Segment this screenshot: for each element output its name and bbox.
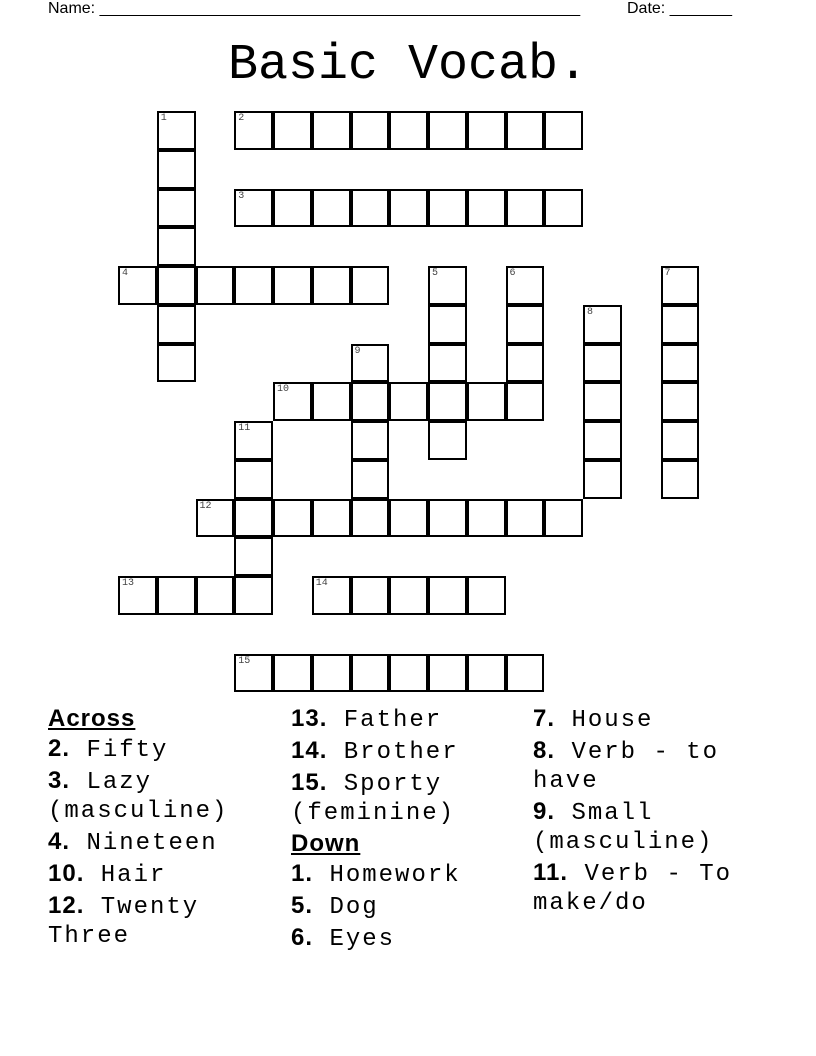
grid-cell[interactable] <box>351 266 390 305</box>
grid-cell[interactable] <box>234 421 273 460</box>
clue-number: 3 <box>238 190 245 202</box>
grid-cell[interactable] <box>157 305 196 344</box>
clue-across-15: 15. Sporty (feminine) <box>291 769 456 827</box>
clue-number: 14 <box>315 578 328 589</box>
clue-down-8: 8. Verb - to have <box>533 737 720 795</box>
grid-cell[interactable] <box>234 537 273 576</box>
grid-cell[interactable] <box>389 189 428 228</box>
grid-cell[interactable] <box>428 344 467 383</box>
clue-down-9: 9. Small (masculine) <box>533 798 714 856</box>
grid-cell[interactable] <box>506 266 545 305</box>
grid-cell[interactable] <box>544 111 583 150</box>
grid-cell[interactable] <box>506 499 545 538</box>
grid-cell[interactable] <box>583 421 622 460</box>
grid-cell[interactable] <box>312 576 351 615</box>
grid-cell[interactable] <box>234 266 273 305</box>
grid-cell[interactable] <box>196 576 235 615</box>
grid-cell[interactable] <box>273 189 312 228</box>
grid-cell[interactable] <box>273 499 312 538</box>
grid-cell[interactable] <box>351 576 390 615</box>
grid-cell[interactable] <box>389 654 428 693</box>
clue-number: 9 <box>354 345 361 357</box>
clue-across-13: 13. Father <box>291 705 443 734</box>
grid-cell[interactable] <box>389 576 428 615</box>
across-heading: Across <box>48 705 136 732</box>
grid-cell[interactable] <box>312 266 351 305</box>
grid-cell[interactable] <box>506 382 545 421</box>
clue-number: 1 <box>160 113 167 124</box>
grid-cell[interactable] <box>428 499 467 538</box>
grid-cell[interactable] <box>351 654 390 693</box>
grid-cell[interactable] <box>544 499 583 538</box>
grid-cell[interactable] <box>506 111 545 150</box>
grid-cell[interactable] <box>583 460 622 499</box>
grid-cell[interactable] <box>661 382 700 421</box>
clue-number: 6 <box>509 268 516 279</box>
grid-cell[interactable] <box>467 189 506 228</box>
grid-cell[interactable] <box>583 382 622 421</box>
grid-cell[interactable] <box>351 111 390 150</box>
clue-column-2 <box>291 704 531 955</box>
clue-number: 12 <box>199 500 212 512</box>
clue-number: 15 <box>238 655 251 667</box>
grid-cell[interactable] <box>661 460 700 499</box>
grid-cell[interactable] <box>351 344 390 383</box>
grid-cell[interactable] <box>157 227 196 266</box>
grid-cell[interactable] <box>428 111 467 150</box>
clue-number: 2 <box>238 113 245 124</box>
grid-cell[interactable] <box>544 189 583 228</box>
clue-number: 8 <box>587 306 594 318</box>
grid-cell[interactable] <box>273 382 312 421</box>
grid-cell[interactable] <box>428 266 467 305</box>
grid-cell[interactable] <box>428 382 467 421</box>
clue-across-3: 3. Lazy (masculine) <box>48 767 229 825</box>
grid-cell[interactable] <box>351 499 390 538</box>
clue-across-14: 14. Brother <box>291 737 459 766</box>
clue-number: 7 <box>664 268 671 279</box>
grid-cell[interactable] <box>351 460 390 499</box>
grid-cell[interactable] <box>389 499 428 538</box>
grid-cell[interactable] <box>234 576 273 615</box>
grid-cell[interactable] <box>234 111 273 150</box>
clue-down-6: 6. Eyes <box>291 924 396 953</box>
page-title: Basic Vocab. <box>227 37 589 94</box>
grid-cell[interactable] <box>312 189 351 228</box>
grid-cell[interactable] <box>428 305 467 344</box>
grid-cell[interactable] <box>351 421 390 460</box>
grid-cell[interactable] <box>157 111 196 150</box>
grid-cell[interactable] <box>273 266 312 305</box>
grid-cell[interactable] <box>196 266 235 305</box>
grid-cell[interactable] <box>428 654 467 693</box>
grid-cell[interactable] <box>506 344 545 383</box>
clue-column-1 <box>48 704 288 952</box>
grid-cell[interactable] <box>389 111 428 150</box>
grid-cell[interactable] <box>467 382 506 421</box>
grid-cell[interactable] <box>428 189 467 228</box>
grid-cell[interactable] <box>389 382 428 421</box>
clue-down-11: 11. Verb - To make/do <box>533 859 733 917</box>
clue-across-2: 2. Fifty <box>48 735 169 764</box>
clue-number: 13 <box>122 578 135 589</box>
grid-cell[interactable] <box>312 382 351 421</box>
grid-cell[interactable] <box>506 189 545 228</box>
date-field: Date: _______ <box>627 0 732 17</box>
clue-column-3 <box>533 704 773 919</box>
grid-cell[interactable] <box>312 654 351 693</box>
grid-cell[interactable] <box>234 499 273 538</box>
grid-cell[interactable] <box>157 266 196 305</box>
grid-cell[interactable] <box>118 266 157 305</box>
grid-cell[interactable] <box>661 266 700 305</box>
down-heading: Down <box>291 830 361 857</box>
grid-cell[interactable] <box>583 305 622 344</box>
grid-cell[interactable] <box>273 111 312 150</box>
grid-cell[interactable] <box>351 189 390 228</box>
clue-down-7: 7. House <box>533 705 654 734</box>
clue-number: 4 <box>122 268 129 279</box>
grid-cell[interactable] <box>428 576 467 615</box>
clue-number: 11 <box>238 423 251 434</box>
grid-cell[interactable] <box>157 150 196 189</box>
grid-cell[interactable] <box>234 189 273 228</box>
grid-cell[interactable] <box>506 305 545 344</box>
grid-cell[interactable] <box>351 382 390 421</box>
clue-number: 10 <box>277 384 290 396</box>
clue-number: 5 <box>432 268 439 279</box>
clue-down-1: 1. Homework <box>291 860 461 889</box>
clue-across-10: 10. Hair <box>48 860 167 889</box>
grid-cell[interactable] <box>467 111 506 150</box>
grid-cell[interactable] <box>157 189 196 228</box>
clue-down-5: 5. Dog <box>291 892 379 921</box>
grid-cell[interactable] <box>506 654 545 693</box>
clue-across-12: 12. Twenty Three <box>48 892 200 950</box>
name-field: Name: ______________________________________________________ <box>48 0 581 17</box>
grid-cell[interactable] <box>661 344 700 383</box>
grid-cell[interactable] <box>661 305 700 344</box>
grid-cell[interactable] <box>157 344 196 383</box>
grid-cell[interactable] <box>583 344 622 383</box>
grid-cell[interactable] <box>428 421 467 460</box>
grid-cell[interactable] <box>661 421 700 460</box>
grid-cell[interactable] <box>196 499 235 538</box>
grid-cell[interactable] <box>312 111 351 150</box>
grid-cell[interactable] <box>118 576 157 615</box>
grid-cell[interactable] <box>467 654 506 693</box>
grid-cell[interactable] <box>467 576 506 615</box>
grid-cell[interactable] <box>467 499 506 538</box>
clue-across-4: 4. Nineteen <box>48 828 218 857</box>
grid-cell[interactable] <box>234 654 273 693</box>
grid-cell[interactable] <box>273 654 312 693</box>
grid-cell[interactable] <box>234 460 273 499</box>
grid-cell[interactable] <box>312 499 351 538</box>
grid-cell[interactable] <box>157 576 196 615</box>
